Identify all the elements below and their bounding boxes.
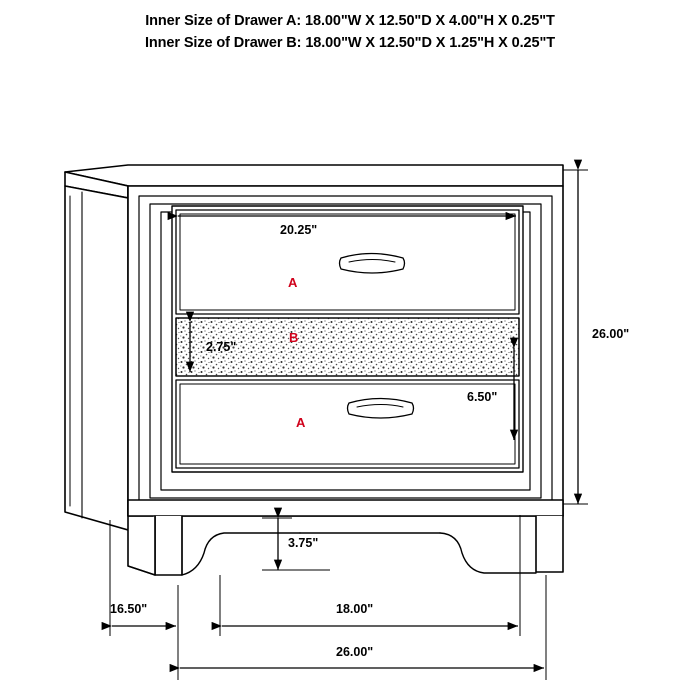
label-inner-width: 18.00" bbox=[336, 602, 374, 616]
drawer-a-top-handle[interactable] bbox=[340, 254, 405, 274]
drawer-a-bottom-handle[interactable] bbox=[348, 399, 414, 419]
label-drawer-b-height: 2.75" bbox=[206, 340, 237, 354]
header-line-1: Inner Size of Drawer A: 18.00"W X 12.50"D X 4.00"H X 0.25"T bbox=[145, 13, 555, 29]
label-leg-height: 3.75" bbox=[288, 536, 319, 550]
drawer-a-top bbox=[176, 210, 519, 314]
label-outer-width: 26.00" bbox=[336, 645, 374, 659]
label-drawer-a-top: A bbox=[288, 275, 298, 290]
header-line-2: Inner Size of Drawer B: 18.00"W X 12.50"D X 1.25"H X 0.25"T bbox=[144, 35, 556, 51]
cabinet-left-side bbox=[65, 186, 128, 530]
label-drawer-a-bottom: A bbox=[296, 415, 306, 430]
label-width-top: 20.25" bbox=[280, 223, 318, 237]
label-drawer-a-lower: 6.50" bbox=[467, 390, 498, 404]
label-drawer-b: B bbox=[289, 330, 299, 345]
label-depth: 16.50" bbox=[110, 602, 148, 616]
label-height-total: 26.00" bbox=[592, 327, 630, 341]
cabinet-base-legs bbox=[128, 500, 563, 575]
